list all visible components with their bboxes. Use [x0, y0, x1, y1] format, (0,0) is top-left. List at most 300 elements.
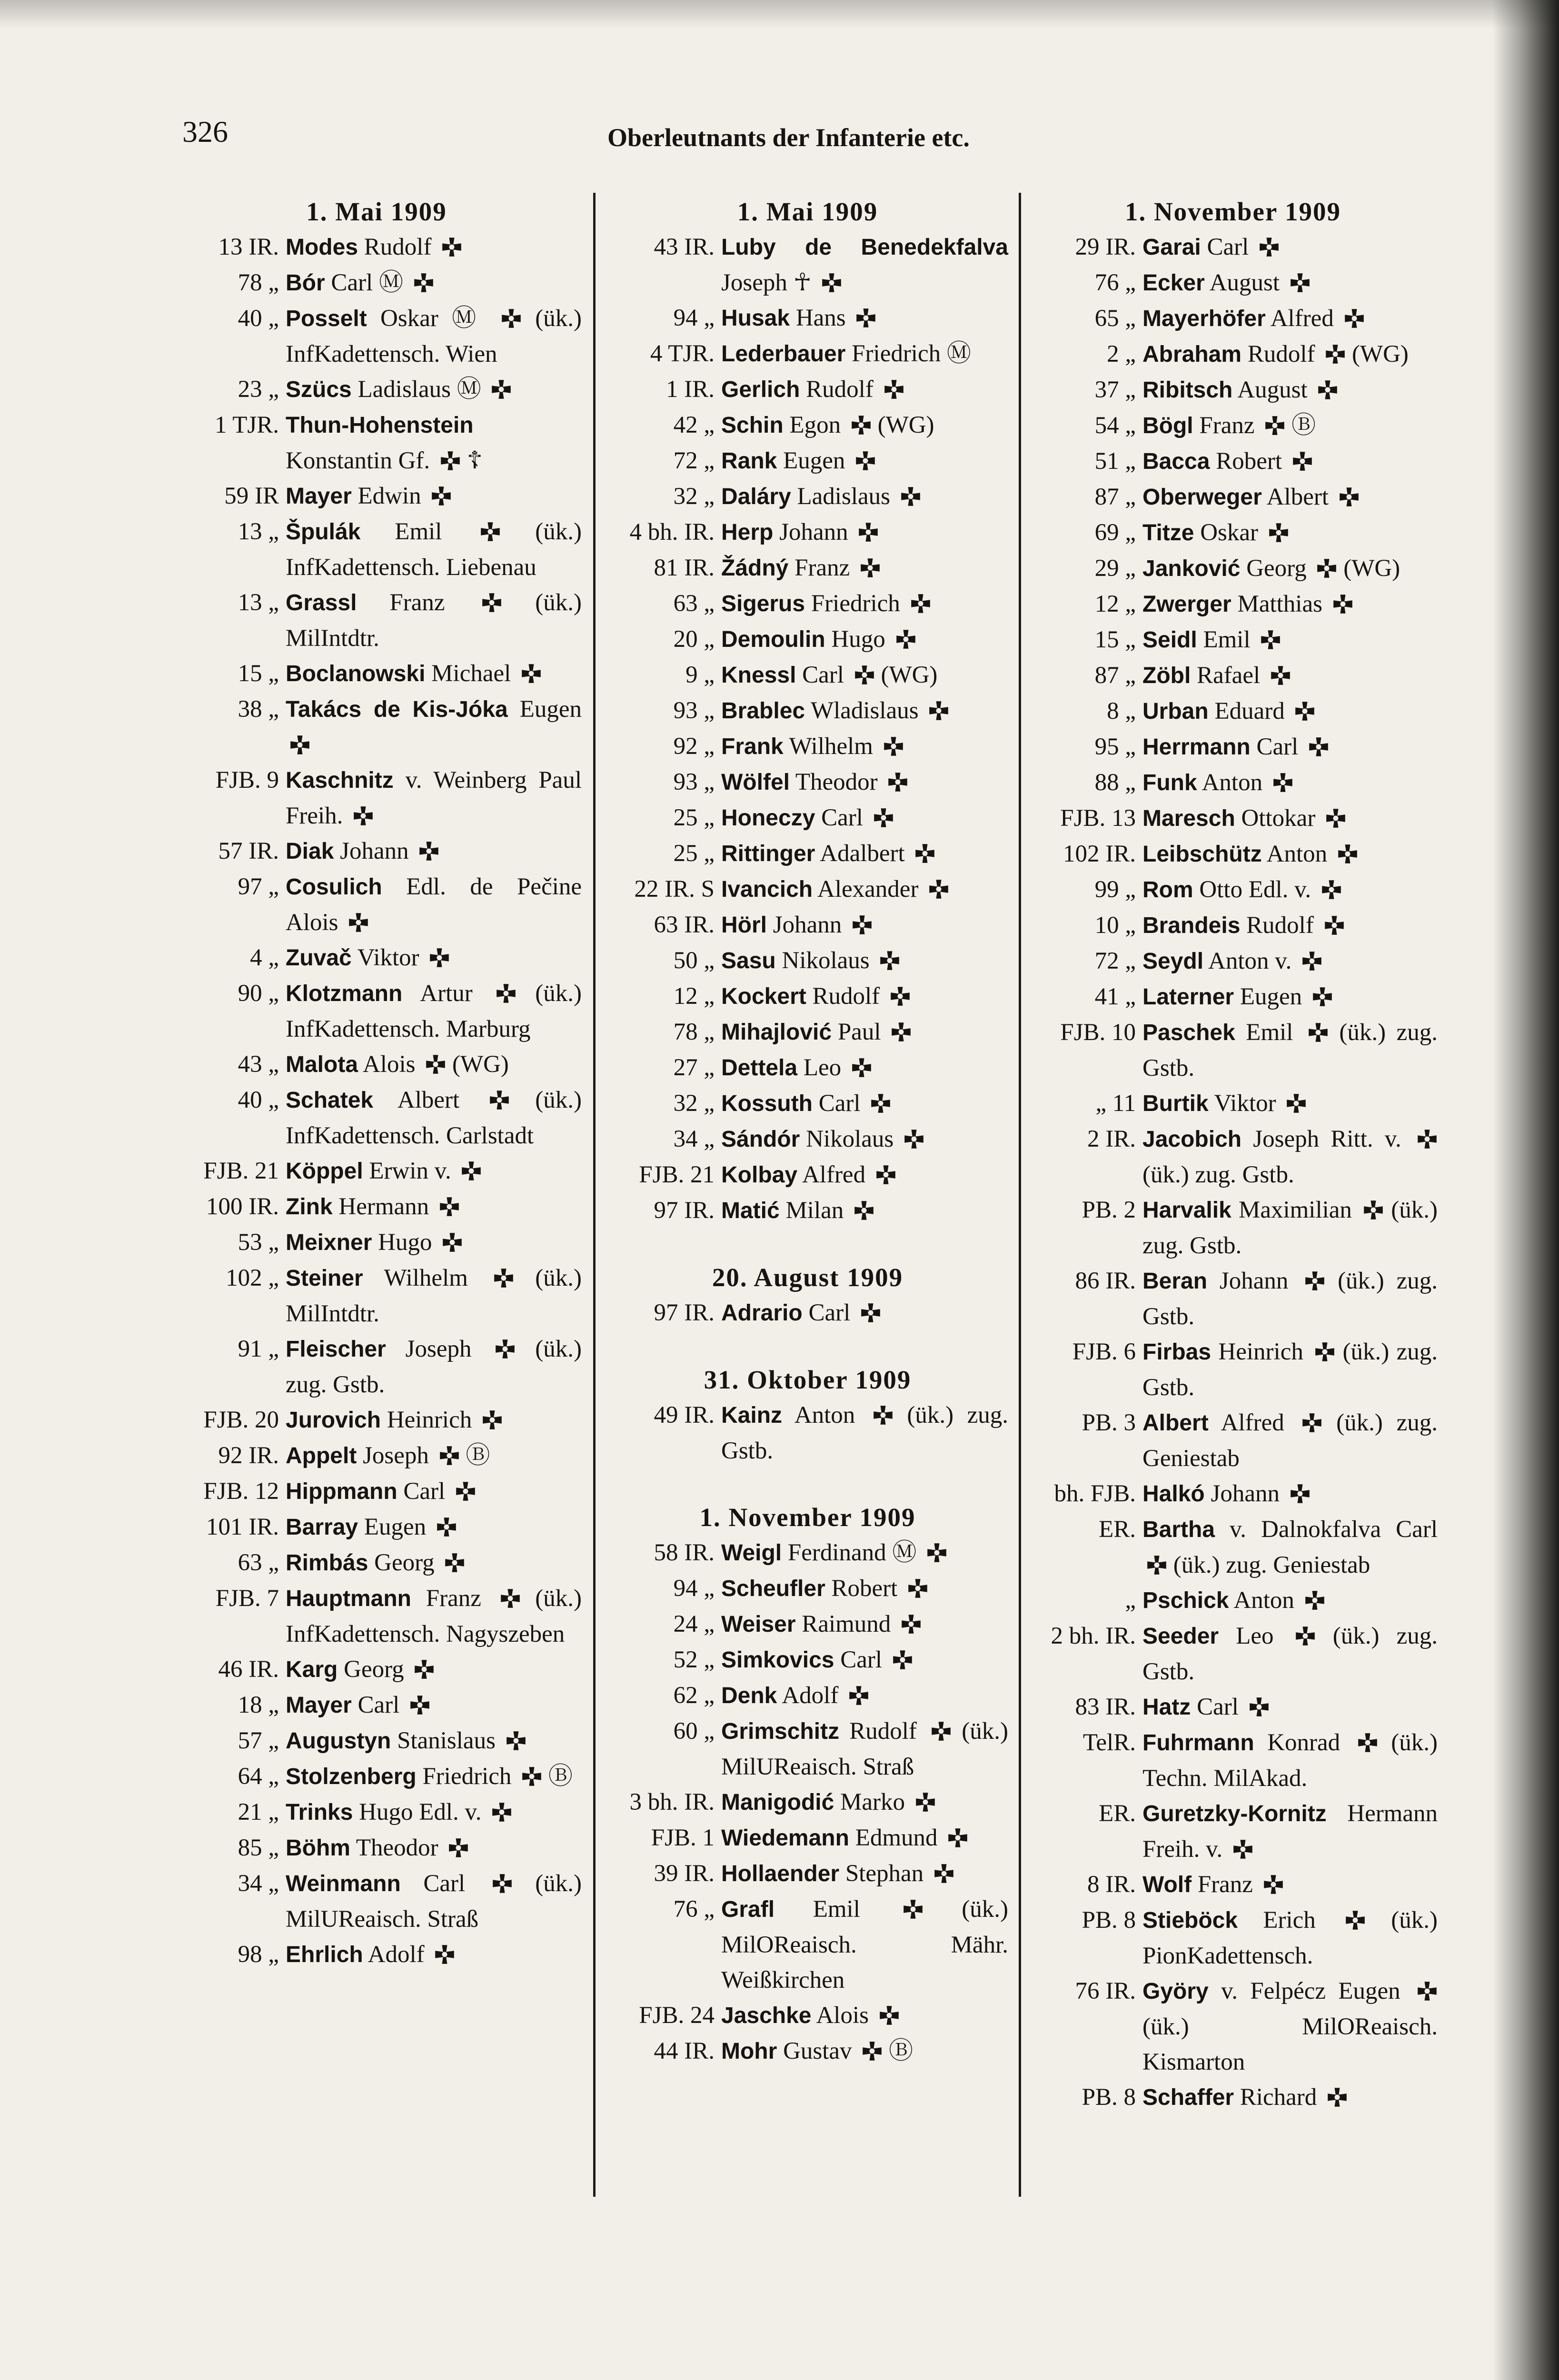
surname: Oberweger: [1142, 485, 1262, 510]
entry-text: [721, 1606, 1008, 1642]
given-names-and-notes: Ladislaus: [797, 483, 921, 510]
roster-entry: [1028, 1618, 1438, 1689]
surname: Weigl: [721, 1540, 782, 1566]
given-names-and-notes: Viktor: [357, 944, 450, 971]
entry-text: [721, 1121, 1008, 1157]
given-names-and-notes: Nikolaus: [782, 947, 900, 974]
given-names-and-notes: Carl: [819, 1090, 892, 1117]
entry-text: [721, 1086, 1008, 1121]
given-names-and-notes: Anton: [1267, 841, 1358, 867]
decoration-cross-icon: [855, 307, 876, 328]
regiment-label: 22 IR. S: [634, 876, 715, 902]
given-names-and-notes: Michael: [431, 660, 542, 687]
entry-text: [286, 1082, 582, 1153]
roster-entry: [1028, 1973, 1438, 2080]
decoration-cross-icon: [860, 557, 881, 578]
given-names-and-notes: Hans: [796, 305, 877, 331]
surname: Demoulin: [721, 627, 825, 652]
roster-entry: [1028, 1512, 1438, 1583]
regiment-label: 40 „: [238, 305, 279, 332]
given-names-and-notes: Johann (ük.) zug. Gstb.: [1142, 1268, 1438, 1330]
regiment-label: 76 IR.: [1075, 1978, 1136, 2004]
entry-text: [1142, 444, 1438, 479]
surname: Ribitsch: [1142, 377, 1233, 403]
regiment-label: 44 IR.: [654, 2038, 715, 2064]
given-names-and-notes: Konrad (ük.) Techn. MilAkad.: [1142, 1729, 1438, 1792]
roster-entry: [1028, 1583, 1438, 1618]
entry-text: [286, 940, 582, 976]
decoration-cross-icon: [854, 664, 875, 685]
entry-text: [1142, 1867, 1438, 1903]
regiment-label: FJB. 10: [1060, 1019, 1136, 1046]
surname: Ehrlich: [286, 1942, 363, 1967]
regiment-label: 20 „: [673, 626, 715, 653]
surname: Weiser: [721, 1612, 796, 1637]
roster-entry: [1028, 979, 1438, 1015]
entry-text: [721, 1571, 1008, 1606]
given-names-and-notes: Eduard: [1214, 698, 1315, 724]
surname: Zwerger: [1142, 592, 1231, 617]
surname: Bacca: [1142, 449, 1210, 474]
entry-text: [1142, 1583, 1438, 1618]
decoration-cross-icon: [854, 1200, 874, 1221]
surname: Györy: [1142, 1979, 1209, 2004]
decoration-cross-icon: [873, 1405, 894, 1426]
decoration-cross-icon: [875, 1164, 896, 1185]
entry-text: [286, 1474, 582, 1509]
entry-text: [286, 763, 582, 833]
regiment-label: 4 TJR.: [650, 340, 715, 367]
given-names-and-notes: Rudolf: [1246, 912, 1344, 939]
decoration-cross-icon: [1290, 272, 1311, 293]
surname: Wiedemann: [721, 1825, 849, 1851]
surname: Harvalik: [1142, 1198, 1231, 1223]
given-names-and-notes: Leo (ük.) zug. Gstb.: [1142, 1623, 1438, 1685]
decoration-cross-icon: [492, 1873, 513, 1894]
surname: Luby de Benedekfalva: [721, 235, 1008, 260]
surname: Kaschnitz: [286, 768, 394, 793]
regiment-label: 2 „: [1107, 341, 1136, 367]
decoration-cross-icon: [289, 734, 310, 755]
decoration-cross-icon: [1308, 1022, 1329, 1043]
entry-text: [1142, 229, 1438, 265]
decoration-cross-icon: [495, 1339, 516, 1359]
surname: Sigerus: [721, 591, 805, 616]
entry-text: [721, 1535, 1008, 1571]
given-names-and-notes: Carl: [1256, 734, 1329, 760]
roster-entry: [171, 1047, 582, 1082]
given-names-and-notes: Raimund: [802, 1611, 922, 1637]
regiment-label: 46 IR.: [218, 1656, 279, 1683]
entry-text: [286, 585, 582, 656]
given-names-and-notes: Hugo Edl. v.: [359, 1799, 512, 1825]
decoration-cross-icon: [1321, 879, 1342, 900]
roster-entry: [607, 550, 1008, 586]
roster-entry: [171, 1474, 582, 1509]
decoration-cross-icon: [1317, 379, 1338, 400]
roster-entry: [171, 976, 582, 1047]
given-names-and-notes: Matthias: [1237, 591, 1353, 617]
surname: Kockert: [721, 984, 806, 1009]
surname: Fuhrmann: [1142, 1730, 1254, 1755]
roster-entry: [607, 836, 1008, 872]
given-names-and-notes: Carl: [808, 1299, 881, 1326]
regiment-label: „: [1125, 1587, 1136, 1614]
regiment-label: 92 IR.: [218, 1442, 279, 1469]
regiment-label: 58 IR.: [654, 1539, 715, 1566]
surname: Zink: [286, 1194, 333, 1220]
roster-entry: [607, 979, 1008, 1014]
section-heading: 1. November 1909: [1124, 197, 1341, 226]
regiment-label: 27 „: [673, 1054, 715, 1081]
given-names-and-notes: Friedrich Ⓑ: [422, 1763, 573, 1790]
decoration-cross-icon: [1312, 986, 1333, 1007]
roster-entry: [1028, 1903, 1438, 1973]
decoration-cross-icon: [928, 700, 949, 721]
surname: Grimschitz: [721, 1719, 840, 1744]
regiment-label: 43 „: [238, 1051, 279, 1078]
given-names-and-notes: Johann: [1211, 1480, 1310, 1507]
given-names-and-notes: Georg: [374, 1549, 465, 1576]
given-names-and-notes: Carl: [840, 1646, 913, 1673]
roster-entry: [1028, 1015, 1438, 1086]
entry-text: [286, 1759, 582, 1795]
entry-text: [1142, 622, 1438, 658]
decoration-cross-icon: [1314, 1341, 1335, 1362]
given-names-and-notes: Anton v.: [1208, 948, 1322, 974]
entry-text: [286, 1937, 582, 1973]
surname: Burtik: [1142, 1091, 1209, 1116]
entry-text: [1142, 1476, 1438, 1512]
entry-text: [286, 1225, 582, 1260]
entry-text: [721, 407, 1008, 443]
regiment-label: PB. 3: [1082, 1409, 1136, 1436]
entry-text: [1142, 1973, 1438, 2080]
roster-entry: [171, 372, 582, 407]
surname: Špulák: [286, 519, 361, 545]
page-right-edge: [1492, 0, 1559, 2380]
entry-text: [721, 907, 1008, 943]
section-heading: 1. November 1909: [699, 1503, 916, 1532]
decoration-cross-icon: [1301, 1412, 1322, 1433]
decoration-cross-icon: [1308, 736, 1329, 757]
roster-entry: [607, 800, 1008, 836]
roster-entry: [1028, 265, 1438, 301]
entry-text: [286, 407, 582, 478]
roster-entry: [1028, 836, 1438, 872]
roster-entry: [171, 1438, 582, 1474]
regiment-label: 3 bh. IR.: [629, 1789, 715, 1815]
regiment-label: 51 „: [1094, 448, 1136, 475]
entry-text: [721, 586, 1008, 622]
roster-entry: [171, 1937, 582, 1973]
entry-text: [721, 300, 1008, 336]
roster-entry: [1028, 1796, 1438, 1867]
entry-text: [286, 1866, 582, 1937]
surname: Appelt: [286, 1443, 357, 1468]
decoration-cross-icon: [521, 663, 542, 684]
roster-entry: [171, 1687, 582, 1723]
decoration-cross-icon: [1263, 1874, 1284, 1895]
running-head: Oberleutnants der Infanterie etc.: [607, 123, 970, 152]
surname: Sándór: [721, 1127, 800, 1152]
decoration-cross-icon: [1363, 1200, 1384, 1220]
regiment-label: 64 „: [238, 1763, 279, 1790]
decoration-cross-icon: [1295, 1626, 1316, 1646]
entry-text: [286, 1830, 582, 1866]
given-names-and-notes: August: [1237, 377, 1338, 403]
decoration-cross-icon: [931, 1721, 952, 1742]
surname: Husak: [721, 306, 790, 331]
roster-entry: [171, 1795, 582, 1830]
decoration-cross-icon: [858, 522, 879, 543]
roster-entry: [607, 1571, 1008, 1606]
roster-entry: [171, 1866, 582, 1937]
surname: Titze: [1142, 520, 1194, 545]
roster-entry: [607, 1398, 1008, 1468]
decoration-cross-icon: [1249, 1696, 1270, 1717]
given-names-and-notes: Theodor: [356, 1835, 469, 1861]
decoration-cross-icon: [481, 592, 502, 613]
roster-entry: [607, 1678, 1008, 1714]
regiment-label: 87 „: [1094, 484, 1136, 510]
surname: Urban: [1142, 699, 1209, 724]
decoration-cross-icon: [891, 1021, 912, 1042]
section-heading: 1. Mai 1909: [306, 197, 447, 226]
regiment-label: 65 „: [1094, 305, 1136, 332]
roster-entry: [1028, 622, 1438, 658]
page-number: 326: [182, 115, 228, 149]
surname: Grafl: [721, 1897, 775, 1922]
surname: Zuvač: [286, 945, 352, 971]
given-names-and-notes: Paul: [838, 1019, 912, 1045]
decoration-cross-icon: [907, 1578, 928, 1599]
given-names-and-notes: Eugen: [286, 696, 582, 758]
regiment-label: 63 „: [673, 590, 715, 617]
entry-text: [721, 550, 1008, 586]
roster-entry: [1028, 1121, 1438, 1192]
decoration-cross-icon: [851, 415, 872, 436]
decoration-cross-icon: [884, 379, 904, 400]
decoration-cross-icon: [879, 950, 900, 971]
decoration-cross-icon: [436, 1517, 457, 1537]
roster-entry: [171, 407, 582, 478]
regiment-label: PB. 8: [1082, 1907, 1136, 1934]
roster-entry: [1028, 1086, 1438, 1121]
decoration-cross-icon: [890, 986, 911, 1007]
surname: Kainz: [721, 1403, 783, 1428]
section-gap: [607, 1229, 1008, 1260]
given-names-and-notes: Franz Ⓑ: [1199, 412, 1316, 439]
surname: Pschick: [1142, 1588, 1229, 1613]
roster-entry: [171, 1225, 582, 1260]
regiment-label: 72 „: [673, 447, 715, 474]
entry-text: [286, 869, 582, 940]
decoration-cross-icon: [862, 2041, 883, 2062]
surname: Gerlich: [721, 377, 800, 402]
regiment-label: 102 „: [226, 1265, 279, 1291]
column-3: [1028, 194, 1438, 2115]
roster-entry: [171, 1509, 582, 1545]
given-names-and-notes: Rudolf: [364, 234, 462, 260]
surname: Jacobich: [1142, 1127, 1242, 1152]
roster-entry: [1028, 1192, 1438, 1263]
given-names-and-notes: Alfred: [1271, 305, 1365, 332]
regiment-label: 9 „: [685, 662, 715, 688]
roster-entry: [1028, 872, 1438, 908]
regiment-label: 97 IR.: [654, 1299, 715, 1326]
roster-entry: [607, 1820, 1008, 1856]
regiment-label: 88 „: [1094, 769, 1136, 796]
roster-entry: [1028, 729, 1438, 765]
regiment-label: 60 „: [673, 1718, 715, 1745]
decoration-cross-icon: [506, 1730, 526, 1751]
roster-entry: [607, 693, 1008, 729]
roster-entry: [171, 265, 582, 301]
decoration-cross-icon: [501, 308, 522, 329]
decoration-cross-icon: [1344, 308, 1365, 329]
regiment-label: 57 IR.: [218, 838, 279, 864]
section-heading: 1. Mai 1909: [737, 197, 878, 226]
entry-text: [721, 2033, 1008, 2069]
roster-entry: [607, 515, 1008, 550]
decoration-cross-icon: [1290, 1483, 1311, 1504]
regiment-label: 85 „: [238, 1835, 279, 1861]
regiment-label: 95 „: [1094, 734, 1136, 760]
decoration-cross-icon: [1270, 665, 1291, 686]
decoration-cross-icon: [1264, 415, 1285, 436]
regiment-label: ER.: [1099, 1800, 1136, 1827]
section-heading: 31. Oktober 1909: [704, 1365, 912, 1394]
decoration-cross-icon: [947, 1827, 968, 1848]
regiment-label: 23 „: [238, 376, 279, 403]
decoration-cross-icon: [887, 772, 908, 793]
decoration-cross-icon: [821, 272, 842, 293]
given-names-and-notes: v. Dalnokfalva Carl (ük.) zug. Geniestab: [1142, 1516, 1438, 1578]
given-names-and-notes: Adalbert: [820, 840, 935, 867]
entry-text: [1142, 1725, 1438, 1796]
decoration-cross-icon: [348, 912, 369, 933]
entry-text: [721, 336, 1008, 372]
entry-text: [1142, 872, 1438, 908]
roster-entry: [607, 1856, 1008, 1892]
given-names-and-notes: Eugen: [1240, 983, 1333, 1010]
column-rule: [593, 193, 596, 2197]
surname: Abraham: [1142, 342, 1242, 367]
given-names-and-notes: Alexander: [817, 876, 949, 902]
regiment-label: 29 „: [1094, 555, 1136, 582]
given-names-and-notes: Leo: [804, 1054, 872, 1081]
surname: Diak: [286, 839, 334, 864]
roster-entry: [607, 1892, 1008, 1998]
given-names-and-notes: Georg: [344, 1656, 435, 1683]
surname: Žádný: [721, 555, 789, 581]
section-gap: [607, 1331, 1008, 1362]
regiment-label: 1 TJR.: [214, 412, 279, 438]
entry-text: [1142, 1903, 1438, 1973]
given-names-and-notes: Stephan: [845, 1860, 954, 1887]
entry-text: [1142, 765, 1438, 801]
decoration-cross-icon: [933, 1863, 954, 1884]
regiment-label: 78 „: [238, 269, 279, 296]
surname: Jurovich: [286, 1408, 381, 1433]
regiment-label: FJB. 9: [215, 767, 279, 793]
given-names-and-notes: Joseph (ük.) zug. Gstb.: [286, 1336, 582, 1398]
roster-entry: [607, 622, 1008, 657]
regiment-label: 57 „: [238, 1727, 279, 1754]
entry-text: [1142, 586, 1438, 622]
surname: Posselt: [286, 306, 367, 331]
surname: Garai: [1142, 235, 1201, 260]
surname: Beran: [1142, 1269, 1208, 1294]
decoration-cross-icon: [1259, 237, 1280, 258]
regiment-label: 93 „: [673, 769, 715, 795]
roster-entry: [171, 514, 582, 585]
surname: Zöbl: [1142, 663, 1191, 688]
given-names-and-notes: Emil: [1203, 626, 1281, 653]
roster-entry: [607, 1642, 1008, 1678]
given-names-and-notes: Rudolf: [806, 376, 904, 403]
roster-entry: [1028, 515, 1438, 551]
roster-entry: [171, 478, 582, 514]
entry-text: [286, 1795, 582, 1830]
regiment-label: 10 „: [1094, 912, 1136, 939]
decoration-cross-icon: [926, 1542, 947, 1563]
entry-text: [721, 443, 1008, 479]
surname: Seydl: [1142, 949, 1204, 974]
entry-text: [286, 1581, 582, 1652]
decoration-cross-icon: [439, 1196, 460, 1217]
given-names-and-notes: Hermann Freih. v.: [1142, 1800, 1438, 1863]
surname: Mayer: [286, 1693, 352, 1718]
regiment-label: bh. FJB.: [1054, 1480, 1136, 1507]
roster-entry: [607, 1785, 1008, 1820]
entry-text: [1142, 1689, 1438, 1725]
entry-text: [721, 1785, 1008, 1820]
roster-entry: [1028, 1263, 1438, 1334]
surname: Simkovics: [721, 1647, 834, 1673]
entry-text: [1142, 943, 1438, 979]
given-names-and-notes: Milan: [785, 1197, 874, 1224]
given-names-and-notes: Gustav Ⓑ: [783, 2038, 914, 2064]
entry-text: [1142, 729, 1438, 765]
entry-text: [286, 372, 582, 407]
surname: Boclanowski: [286, 661, 426, 686]
decoration-cross-icon: [914, 843, 935, 864]
regiment-label: 32 „: [673, 483, 715, 510]
regiment-label: FJB. 13: [1060, 805, 1136, 832]
surname: Albert: [1142, 1410, 1209, 1436]
given-names-and-notes: Carl: [821, 804, 894, 831]
regiment-label: 12 „: [1094, 591, 1136, 617]
entry-text: [721, 836, 1008, 872]
decoration-cross-icon: [493, 1268, 514, 1289]
decoration-cross-icon: [892, 1649, 913, 1670]
roster-entry: [607, 872, 1008, 907]
regiment-label: 101 IR.: [206, 1514, 279, 1540]
decoration-cross-icon: [409, 1695, 430, 1716]
regiment-label: 34 „: [673, 1126, 715, 1152]
decoration-cross-icon: [855, 450, 876, 471]
surname: Köppel: [286, 1159, 363, 1184]
entry-text: [286, 1652, 582, 1687]
surname: Denk: [721, 1683, 777, 1708]
entry-text: [721, 479, 1008, 515]
given-names-and-notes: Alfred: [802, 1161, 896, 1188]
surname: Janković: [1142, 556, 1241, 581]
given-names-and-notes: Franz: [1198, 1871, 1284, 1898]
regiment-label: 83 IR.: [1075, 1694, 1136, 1720]
